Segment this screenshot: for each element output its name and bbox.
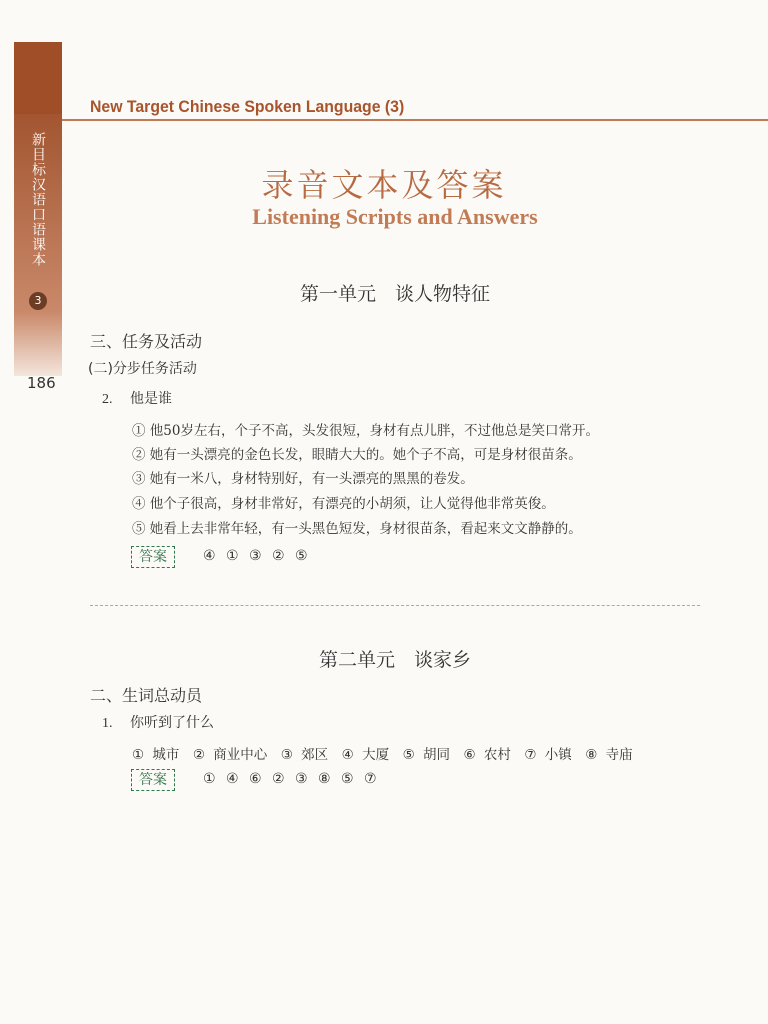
unit1-section: 三、任务及活动 bbox=[90, 332, 203, 351]
page-title-en: Listening Scripts and Answers bbox=[252, 204, 538, 229]
unit2-item-title: 你听到了什么 bbox=[130, 715, 214, 731]
unit2-answer-label: 答案 bbox=[131, 769, 175, 791]
vocabulary-list: ① 城市 ② 商业中心 ③ 郊区 ④ 大厦 ⑤ 胡同 ⑥ 农村 ⑦ 小镇 ⑧ 寺庙 bbox=[132, 747, 633, 763]
unit1-item bbox=[102, 388, 172, 408]
volume-badge: 3 bbox=[29, 292, 47, 310]
sidebar-band-top bbox=[14, 42, 62, 114]
unit1-title: 第一单元 谈人物特征 bbox=[299, 283, 490, 305]
script-line-1: ① 他50岁左右，个子不高，头发很短，身材有点儿胖，不过他总是笑口常开。 bbox=[132, 423, 599, 439]
unit2-item-number: 1. bbox=[102, 716, 113, 731]
unit1-item-title: 他是谁 bbox=[130, 391, 172, 407]
unit1-item-number: 2. bbox=[102, 392, 113, 407]
running-header: New Target Chinese Spoken Language (3) bbox=[90, 97, 405, 116]
unit2-title: 第二单元 谈家乡 bbox=[318, 649, 471, 671]
series-title-vertical: 新目标汉语口语课本 bbox=[30, 132, 46, 267]
page-title-zh: 录音文本及答案 bbox=[261, 166, 507, 204]
script-line-5: ⑤ 她看上去非常年轻，有一头黑色短发，身材很苗条，看起来文文静静的。 bbox=[132, 521, 582, 537]
unit1-answer-label: 答案 bbox=[131, 546, 175, 568]
script-line-3: ③ 她有一米八，身材特别好，有一头漂亮的黑黑的卷发。 bbox=[132, 471, 474, 487]
script-line-2: ② 她有一头漂亮的金色长发，眼睛大大的。她个子不高，可是身材很苗条。 bbox=[132, 447, 582, 463]
unit2-answers: ① ④ ⑥ ② ③ ⑧ ⑤ ⑦ bbox=[203, 771, 377, 787]
unit2-section: 二、生词总动员 bbox=[90, 686, 203, 705]
script-line-4: ④ 他个子很高，身材非常好，有漂亮的小胡须，让人觉得他非常英俊。 bbox=[132, 496, 555, 512]
unit1-subsection: (二)分步任务活动 bbox=[88, 361, 197, 377]
page-number: 186 bbox=[27, 374, 56, 392]
unit2-item bbox=[102, 712, 214, 732]
unit1-answers: ④ ① ③ ② ⑤ bbox=[203, 548, 308, 564]
header-rule bbox=[62, 119, 768, 121]
section-divider bbox=[90, 605, 700, 606]
